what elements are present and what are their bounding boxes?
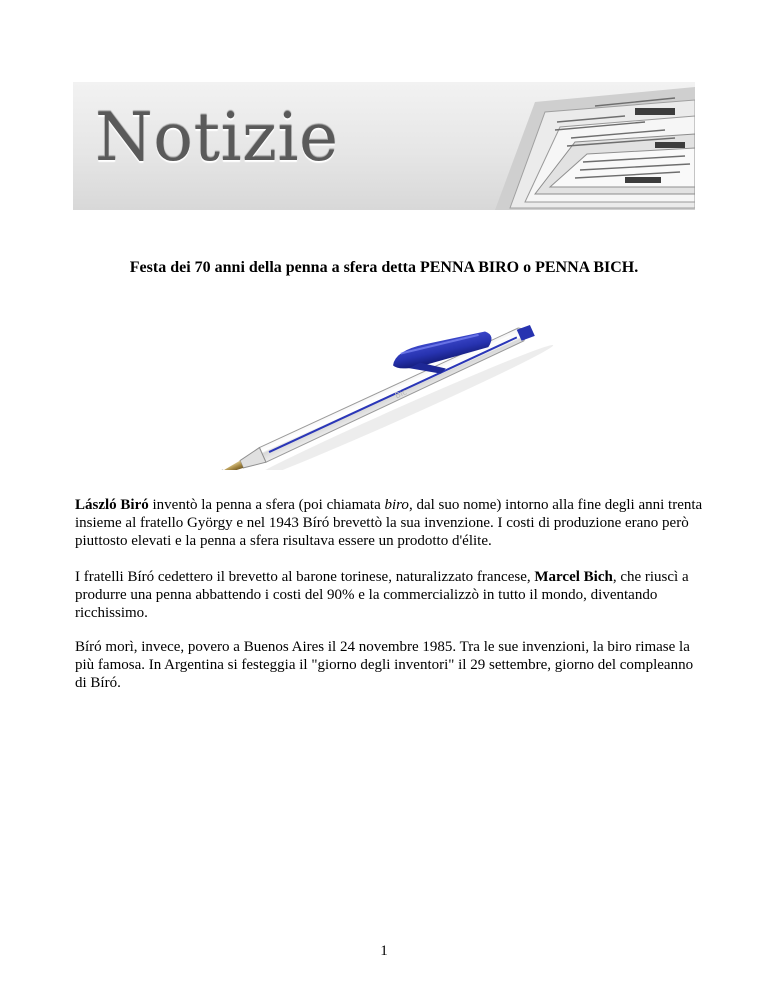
- paragraph-biro-invention: László Biró inventò la penna a sfera (poi chiamata biro, dal suo nome) intorno alla fine degli anni trenta insieme al fratello György e nel 1943 Bíró brevettò la sua invenzione. I costi di produzione erano però piuttosto elevati e la penna a sfera risultava essere un prodotto d'élite.: [75, 497, 703, 549]
- page-number: 1: [380, 943, 388, 959]
- notizie-banner: [73, 82, 695, 210]
- ballpoint-pen-image: [196, 310, 576, 470]
- paragraph-marcel-bich: I fratelli Bíró cedettero il brevetto al barone torinese, naturalizzato francese, Marcel Bich, che riuscì a produrre una penna abbattendo i costi del 90% e la commercializzò in tutto il mondo, diventando ricchissimo.: [75, 569, 689, 621]
- newspapers-stack-image: [475, 82, 695, 210]
- paragraph-biro-death: Bíró morì, invece, povero a Buenos Aires il 24 novembre 1985. Tra le sue invenzioni, la biro rimase la più famosa. In Argentina si festeggia il "giorno degli inventori" il 29 settembre, giorno del compleanno di Bíró.: [75, 639, 694, 691]
- article-headline: Festa dei 70 anni della penna a sfera detta PENNA BIRO o PENNA BICH.: [129, 259, 639, 276]
- name-marcel-bich: Marcel Bich: [534, 569, 613, 585]
- banner-title: Notizie: [95, 99, 339, 176]
- term-biro: biro: [384, 497, 409, 513]
- pen-brand-watermark: Bic: [393, 387, 409, 401]
- name-laszlo-biro: László Biró: [75, 497, 149, 513]
